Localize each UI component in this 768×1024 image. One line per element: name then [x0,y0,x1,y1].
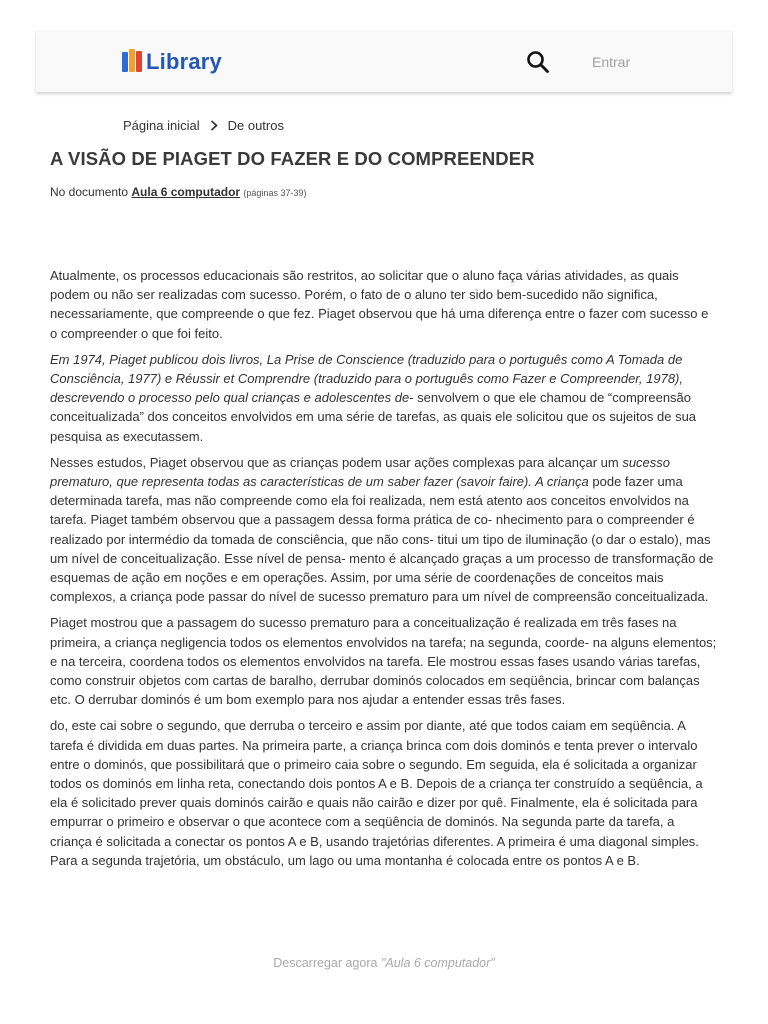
doc-pages: (páginas 37-39) [243,188,307,198]
document-reference [50,185,306,199]
logo-text: Library [146,49,222,74]
site-logo[interactable] [122,49,222,75]
breadcrumb-home-link[interactable]: Página inicial [123,118,200,133]
paragraph-2 [50,350,718,446]
paragraph-3-rest: pode fazer uma determinada tarefa, mas não compreende como ela foi realizada, nem está atento aos conceitos envolvidos na tarefa. Piaget também observou que a passagem dessa forma prática de co- nhecimento para o compreender é realizado por intermédio da tomada de consciência, que não cons- titui um tipo de iluminação (o dar o estalo), mas um nível de conceitualização. Esse nível de pensa- mento é alcançado graças a um processo de transformação de esquemas de ação em noções e em operações. Assim, por uma série de coordenações de conceitos mais complexos, a criança pode passar do nível de sucesso prematuro para um nível de compreensão conceitualizada. [50,474,714,605]
download-prefix: Descarregar agora [273,956,381,970]
page-title: A VISÃO DE PIAGET DO FAZER E DO COMPREENDER [50,148,535,169]
chevron-right-icon [210,120,218,131]
download-doc-name: "Aula 6 computador" [380,956,495,970]
books-logo-icon [122,49,144,75]
article-content [50,266,718,877]
breadcrumb [123,118,284,133]
paragraph-5: do, este cai sobre o segundo, que derruba o terceiro e assim por diante, até que todos caiam em seqüência. A tarefa é dividida em duas partes. Na primeira parte, a criança brinca com dois dominós e tenta prever o intervalo entre o dominós, que possibilitará que o primeiro caia sobre o segundo. Em seguida, ela é solicitada a organizar todos os dominós em linha reta, conectando dois pontos A e B. Depois de a criança ter construído a seqüência, a ela é solicitado prever quais dominós cairão e quais não cairão e dizer por quê. Finalmente, ela é solicitada para empurrar o primeiro e observar o que acontece com a seqüência de dominós. Na segunda parte da tarefa, a criança é solicitada a conectar os pontos A e B, usando trajetórias diferentes. A primeira é uma diagonal simples. Para a segunda trajetória, um obstáculo, um lago ou uma montanha é colocada entre os pontos A e B. [50,718,703,868]
login-link[interactable]: Entrar [592,54,631,70]
paragraph-2-rest: - senvolvem o que ele chamou de “compreensão conceitualizada” dos conceitos envolvidos em uma série de tarefas, as quais ele solicitou que os sujeitos de sua pesquisa as executassem. [50,390,697,444]
paragraph-2-italic: Em 1974, Piaget publicou dois livros, La Prise de Conscience (traduzido para o português como A Tomada de Consciência, 1977) e Réussir et Comprendre (traduzido para o português como Fazer e Compreender, 1978), descrevendo o processo pelo qual crianças e adolescentes de [50,351,684,406]
paragraph-4: Piaget mostrou que a passagem do sucesso prematuro para a conceitualização é realizada em três fases na primeira, a criança negligencia todos os elementos envolvidos na tarefa; na segunda, coorde- na alguns elementos; e na terceira, coordena todos os elementos envolvidos na tarefa. Ele mostrou essas fases usando várias tarefas, como construir objetos com cartas de baralho, derrubar dominós colocados em seqüência, brincar com balanças etc. O derrubar dominós é um bom exemplo para nos ajudar a entender essas três fases. [50,615,717,708]
paragraph-1: Atualmente, os processos educacionais são restritos, ao solicitar que o aluno faça várias atividades, as quais podem ou não ser realizadas com sucesso. Porém, o fato de o aluno ter sido bem-sucedido não significa, necessariamente, que compreende o que fez. Piaget observou que há uma diferença entre o fazer com sucesso e o compreender o que foi feito. [50,268,709,341]
paragraph-3-italic: sucesso prematuro, que representa todas as características de um saber fazer (savoir faire). A criança [50,454,671,490]
site-header [36,30,732,92]
search-icon[interactable] [526,50,550,74]
paragraph-3-start: Nesses estudos, Piaget observou que as crianças podem usar ações complexas para alcançar um [50,454,623,470]
download-link[interactable] [0,956,768,970]
paragraph-3 [50,453,718,607]
document-link[interactable]: Aula 6 computador [131,185,241,199]
doc-prefix: No documento [50,185,129,199]
breadcrumb-category-link[interactable]: De outros [227,118,284,133]
